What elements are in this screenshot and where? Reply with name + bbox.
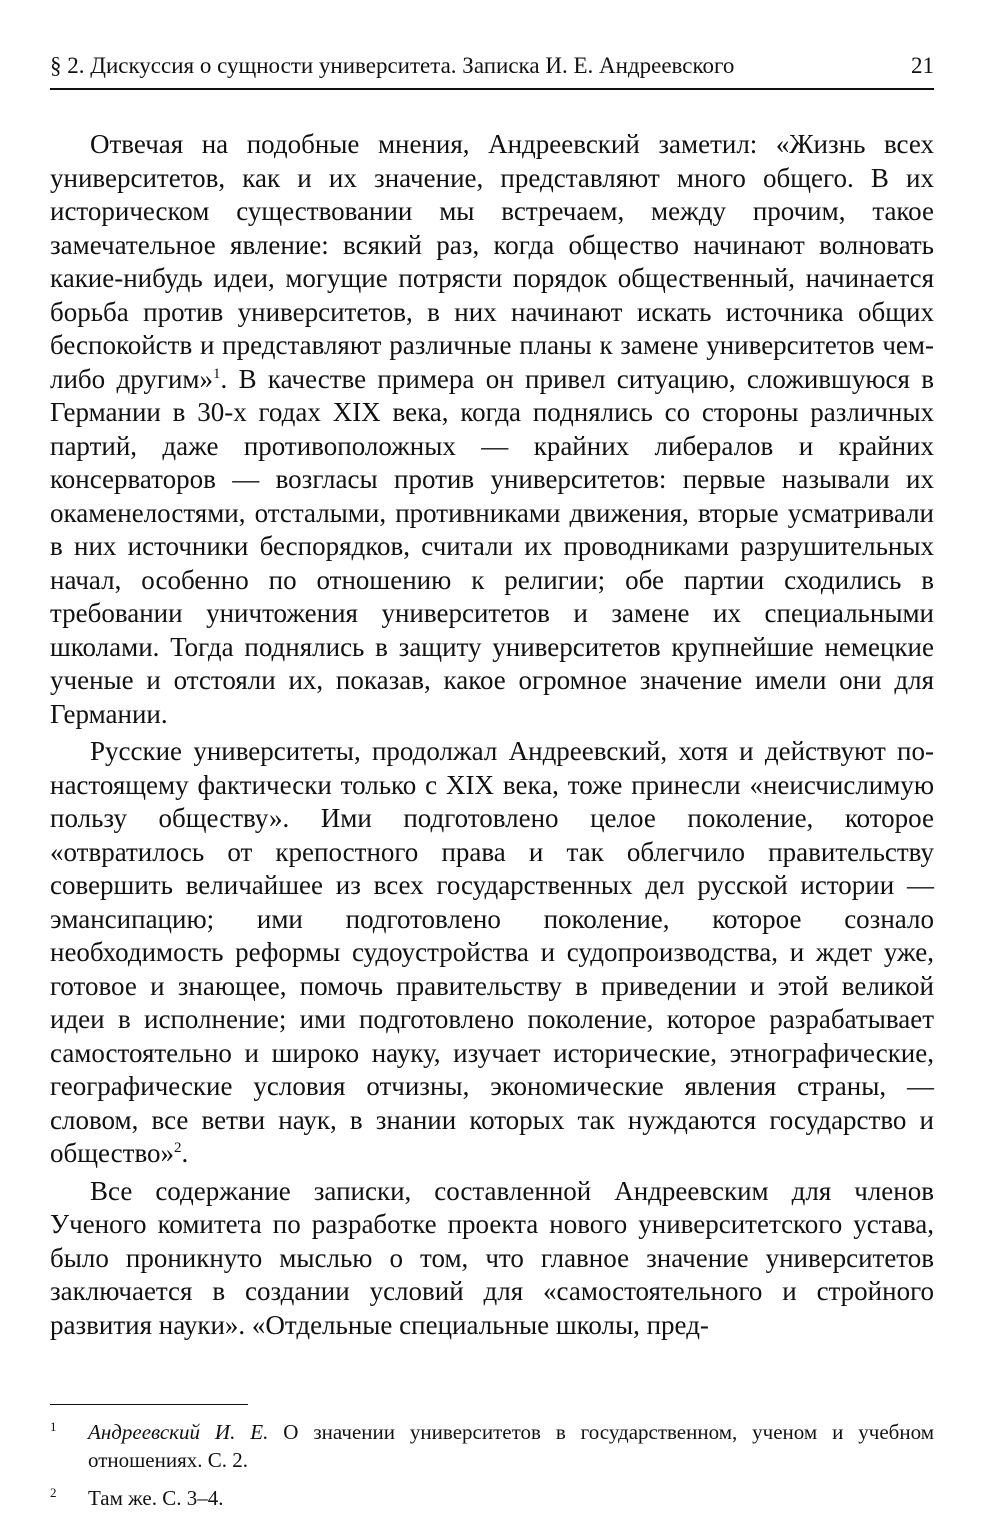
running-head	[50, 52, 934, 80]
paragraph: Отвечая на подобные мнения, Андреевский заметил: «Жизнь всех университетов, как и их значение, представляют много общего. В их историческом существовании мы встречаем, между прочим, такое замечательное явление: всякий раз, когда общество начинают волновать какие-нибудь идеи, могущие потрясти порядок общественный, начинается борьба против университетов, в них начинают искать источника общих беспокойств и представляют различные планы к замене университетов чем-либо другим»$^1$. В качестве примера он привел ситуацию, сложившуюся в Германии в 30-х годах XIX века, когда поднялись со стороны различных партий, даже противоположных — крайних либералов и крайних консерваторов — возгласы против университетов: первые называли их окаменелостями, отсталыми, противниками движения, вторые усматривали в них источники беспорядков, считали их проводниками разрушительных начал, особенно по отношению к религии; обе партии сходились в требовании уничтожения университетов и замене их специальными школами. Тогда поднялись в защиту университетов крупнейшие немецкие ученые и отстояли их, показав, какое огромное значение имели они для Германии.	[50, 129, 934, 729]
main-text	[50, 128, 934, 1342]
footnote-author: Андреевский И. Е.	[88, 1420, 269, 1444]
running-head-title: § 2. Дискуссия о сущности университета. Записка И. Е. Андреевского	[50, 53, 735, 78]
footnote-rule	[50, 1404, 248, 1405]
footnote-ref: 1	[212, 365, 221, 382]
book-page	[50, 0, 934, 1537]
footnote-item	[50, 1418, 934, 1474]
footnote-text: Там же. С. 3–4.	[88, 1486, 224, 1510]
paragraph: Русские университеты, продолжал Андреевский, хотя и действуют по-настоящему фактически только с XIX века, тоже принесли «неисчислимую пользу обществу». Ими подготовлено целое поколение, которое «отвратилось от крепостного права и так облегчило правительству совершить величайшее из всех государственных дел русской истории — эмансипацию; ими подготовлено поколение, которое сознало необходимость реформы судоустройства и судопроизводства, и ждет уже, готовое и знающее, помочь правительству в приведении и этой великой идеи в исполнение; ими подготовлено поколение, которое разрабатывает самостоятельно и широко науку, изучает исторические, этнографические, географические условия отчизны, экономические явления страны, — словом, все ветви наук, в знании которых так нуждаются государство и общество»$^2$.	[50, 736, 934, 1168]
page-number: 21	[911, 53, 934, 78]
header-rule	[50, 88, 934, 90]
footnote-text: Андреевский И. Е. О значении университетов в государственном, ученом и учебном отношениях. С. 2.	[88, 1420, 934, 1472]
footnotes	[50, 1418, 934, 1522]
footnote-ref: 2	[174, 1140, 182, 1156]
footnote-mark: 2	[50, 1485, 57, 1500]
footnote-mark: 1	[50, 1419, 57, 1434]
footnote-item	[50, 1484, 934, 1512]
paragraph: Все содержание записки, составленной Андреевским для членов Ученого комитета по разработке проекта нового университетского устава, было проникнуто мыслью о том, что главное значение университетов заключается в создании условий для «самостоятельного и стройного развития науки». «Отдельные специальные школы, пред-	[50, 1175, 934, 1340]
